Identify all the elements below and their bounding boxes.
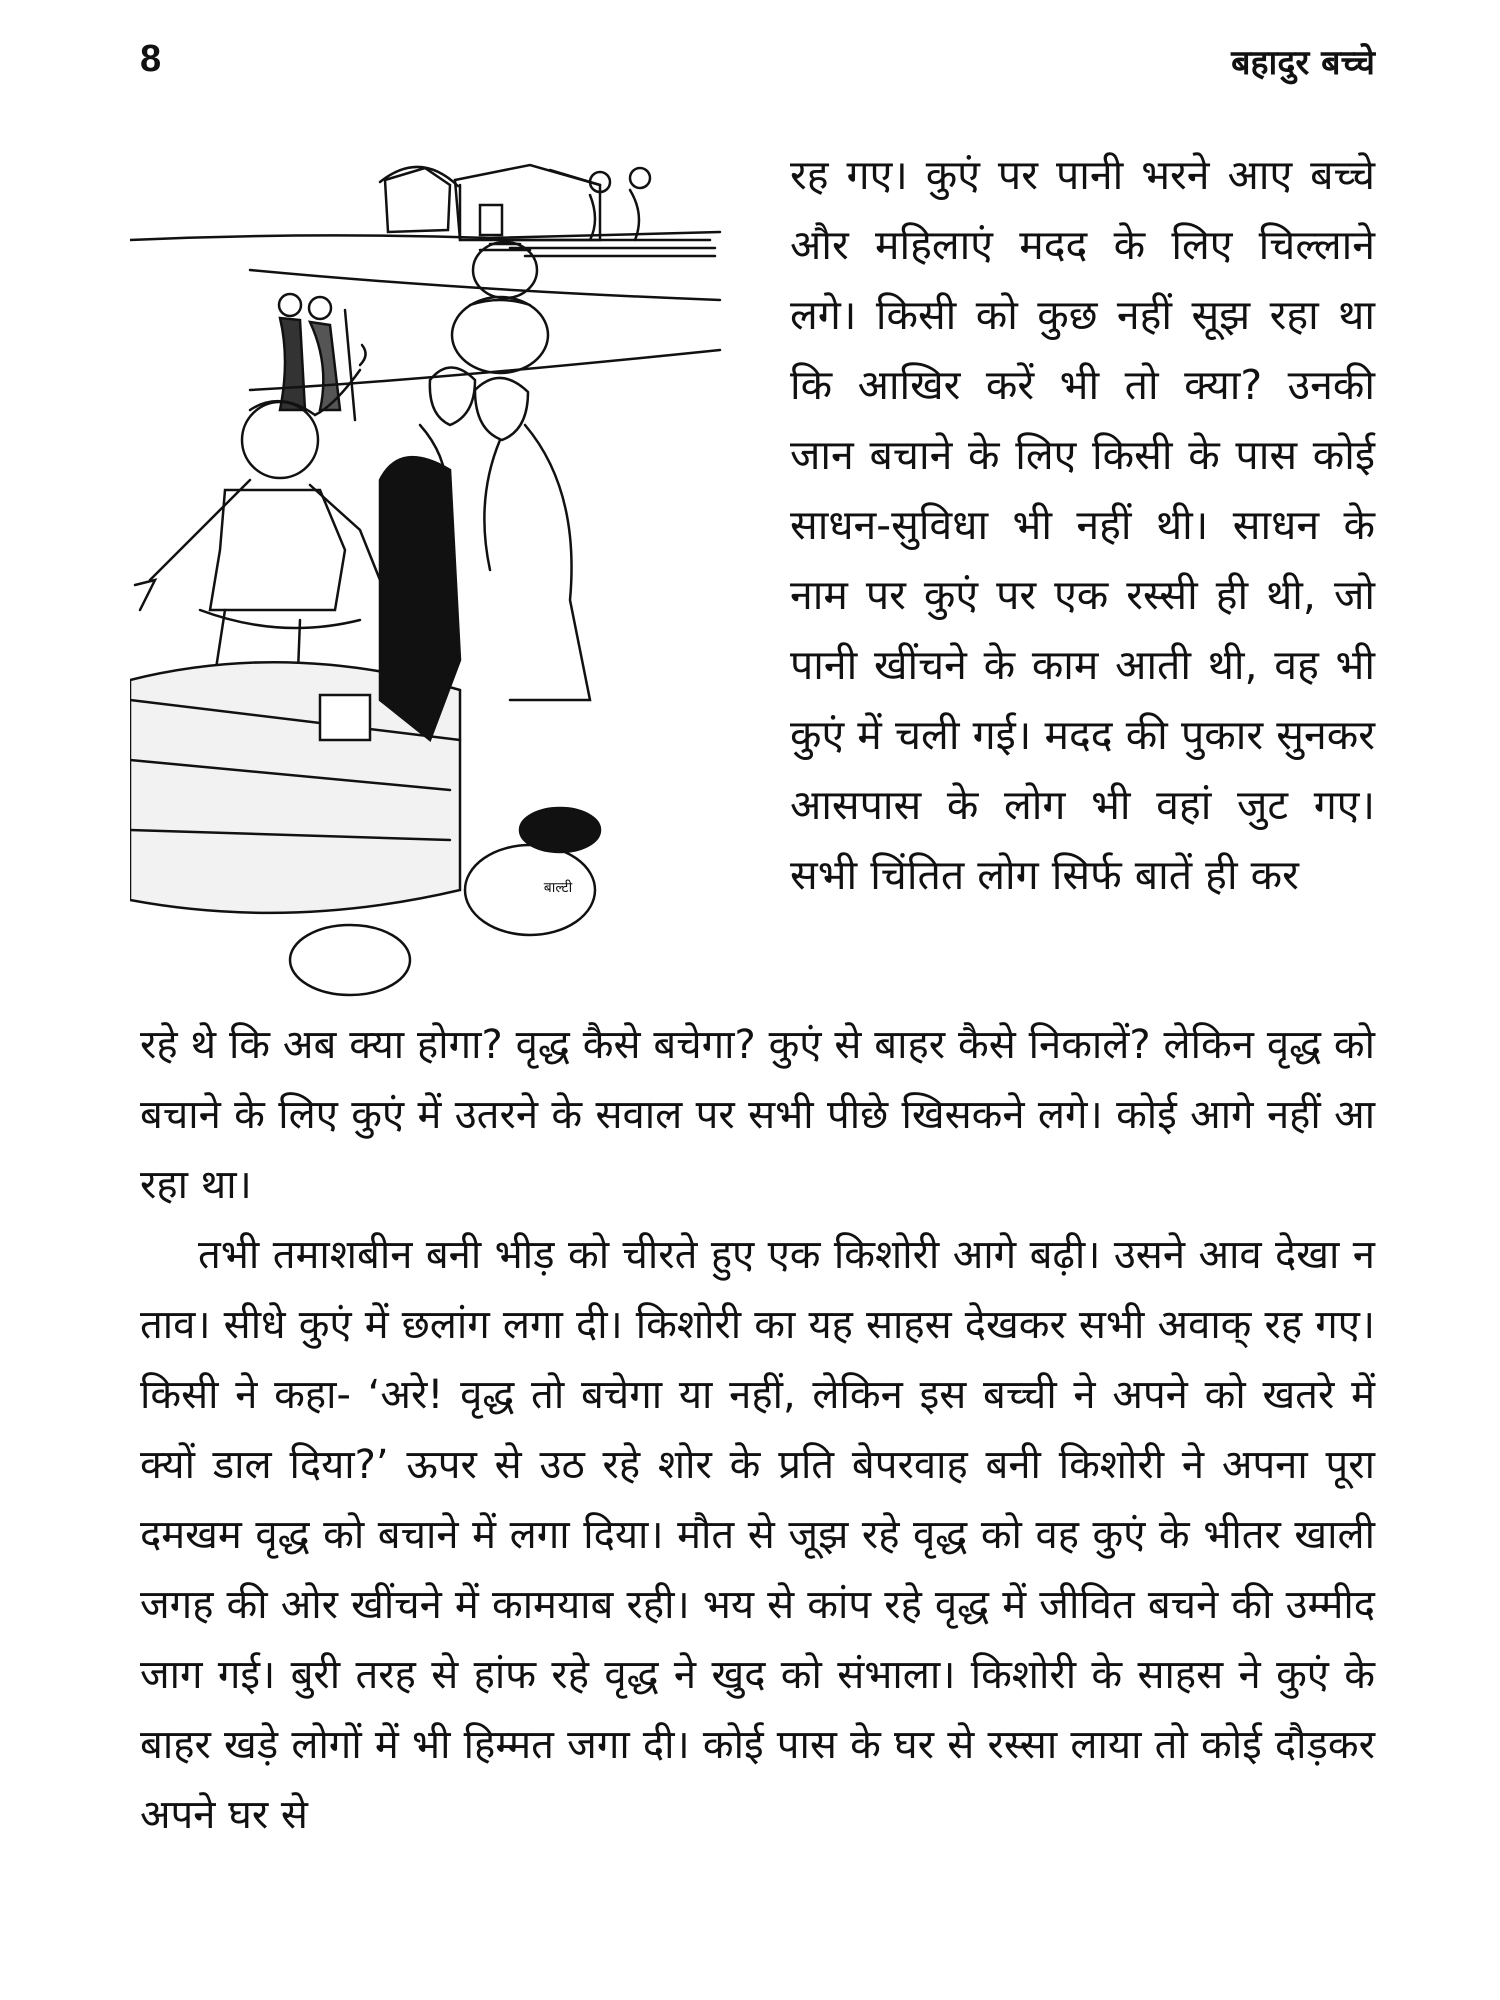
girl-body bbox=[150, 480, 380, 580]
woman-2-head bbox=[475, 378, 528, 440]
hut-left bbox=[385, 168, 450, 232]
girl-head bbox=[242, 402, 318, 478]
well-scene-illustration bbox=[130, 140, 770, 1020]
pot-bottom bbox=[452, 297, 548, 373]
field-line bbox=[250, 270, 720, 300]
bucket-label: बाल्टी bbox=[543, 880, 573, 896]
paragraph-1: रह गए। कुएं पर पानी भरने आए बच्चे और महिलाएं मदद के लिए चिल्लाने लगे। किसी को कुछ नहीं सूझ रहा था कि आखिर करें भी तो क्या? उनकी जान बचाने के लिए किसी के पास कोई साधन-सुविधा भी नहीं थी। साधन के नाम पर कुएं पर एक रस्सी ही थी, जो पानी खींचने के काम आती थी, वह भी कुएं में चली गई। मदद की पुकार सुनकर आसपास के लोग भी वहां जुट गए। सभी चिंतित लोग सिर्फ बातें ही कर bbox=[790, 151, 1375, 899]
hut-right bbox=[455, 165, 600, 240]
page-number: 8 bbox=[140, 38, 162, 80]
paragraph-3: तभी तमाशबीन बनी भीड़ को चीरते हुए एक किशोरी आगे बढ़ी। उसने आव देखा न ताव। सीधे कुएं में छलांग लगा दी। किशोरी का यह साहस देखकर सभी अवाक् रह गए। किसी ने कहा- ‘अरे! वृद्ध तो बचेगा या नहीं, लेकिन इस बच्ची ने अपने को खतरे में क्यों डाल दिया?’ ऊपर से उठ रहे शोर के प्रति बेपरवाह बनी किशोरी ने अपना पूरा दमखम वृद्ध को बचाने में लगा दिया। मौत से जूझ रहे वृद्ध को वह कुएं के भीतर खाली जगह की ओर खींचने में कामयाब रही। भय से कांप रहे वृद्ध में जीवित बचने की उम्मीद जाग गई। बुरी तरह से हांफ रहे वृद्ध ने खुद को संभाला। किशोरी के साहस ने कुएं के बाहर खड़े लोगों में भी हिम्मत जगा दी। कोई पास के घर से रस्सा लाया तो कोई दौड़कर अपने घर से bbox=[140, 1232, 1375, 1838]
running-title: बहादुर बच्चे bbox=[1231, 43, 1375, 83]
bucket bbox=[465, 845, 595, 935]
paragraph-2: रहे थे कि अब क्या होगा? वृद्ध कैसे बचेगा? कुएं से बाहर कैसे निकालें? लेकिन वृद्ध को बचाने के लिए कुएं में उतरने के सवाल पर सभी पीछे खिसकने लगे। कोई आगे नहीं आ रहा था। bbox=[140, 1022, 1375, 1208]
full-width-text bbox=[140, 1010, 1375, 1850]
